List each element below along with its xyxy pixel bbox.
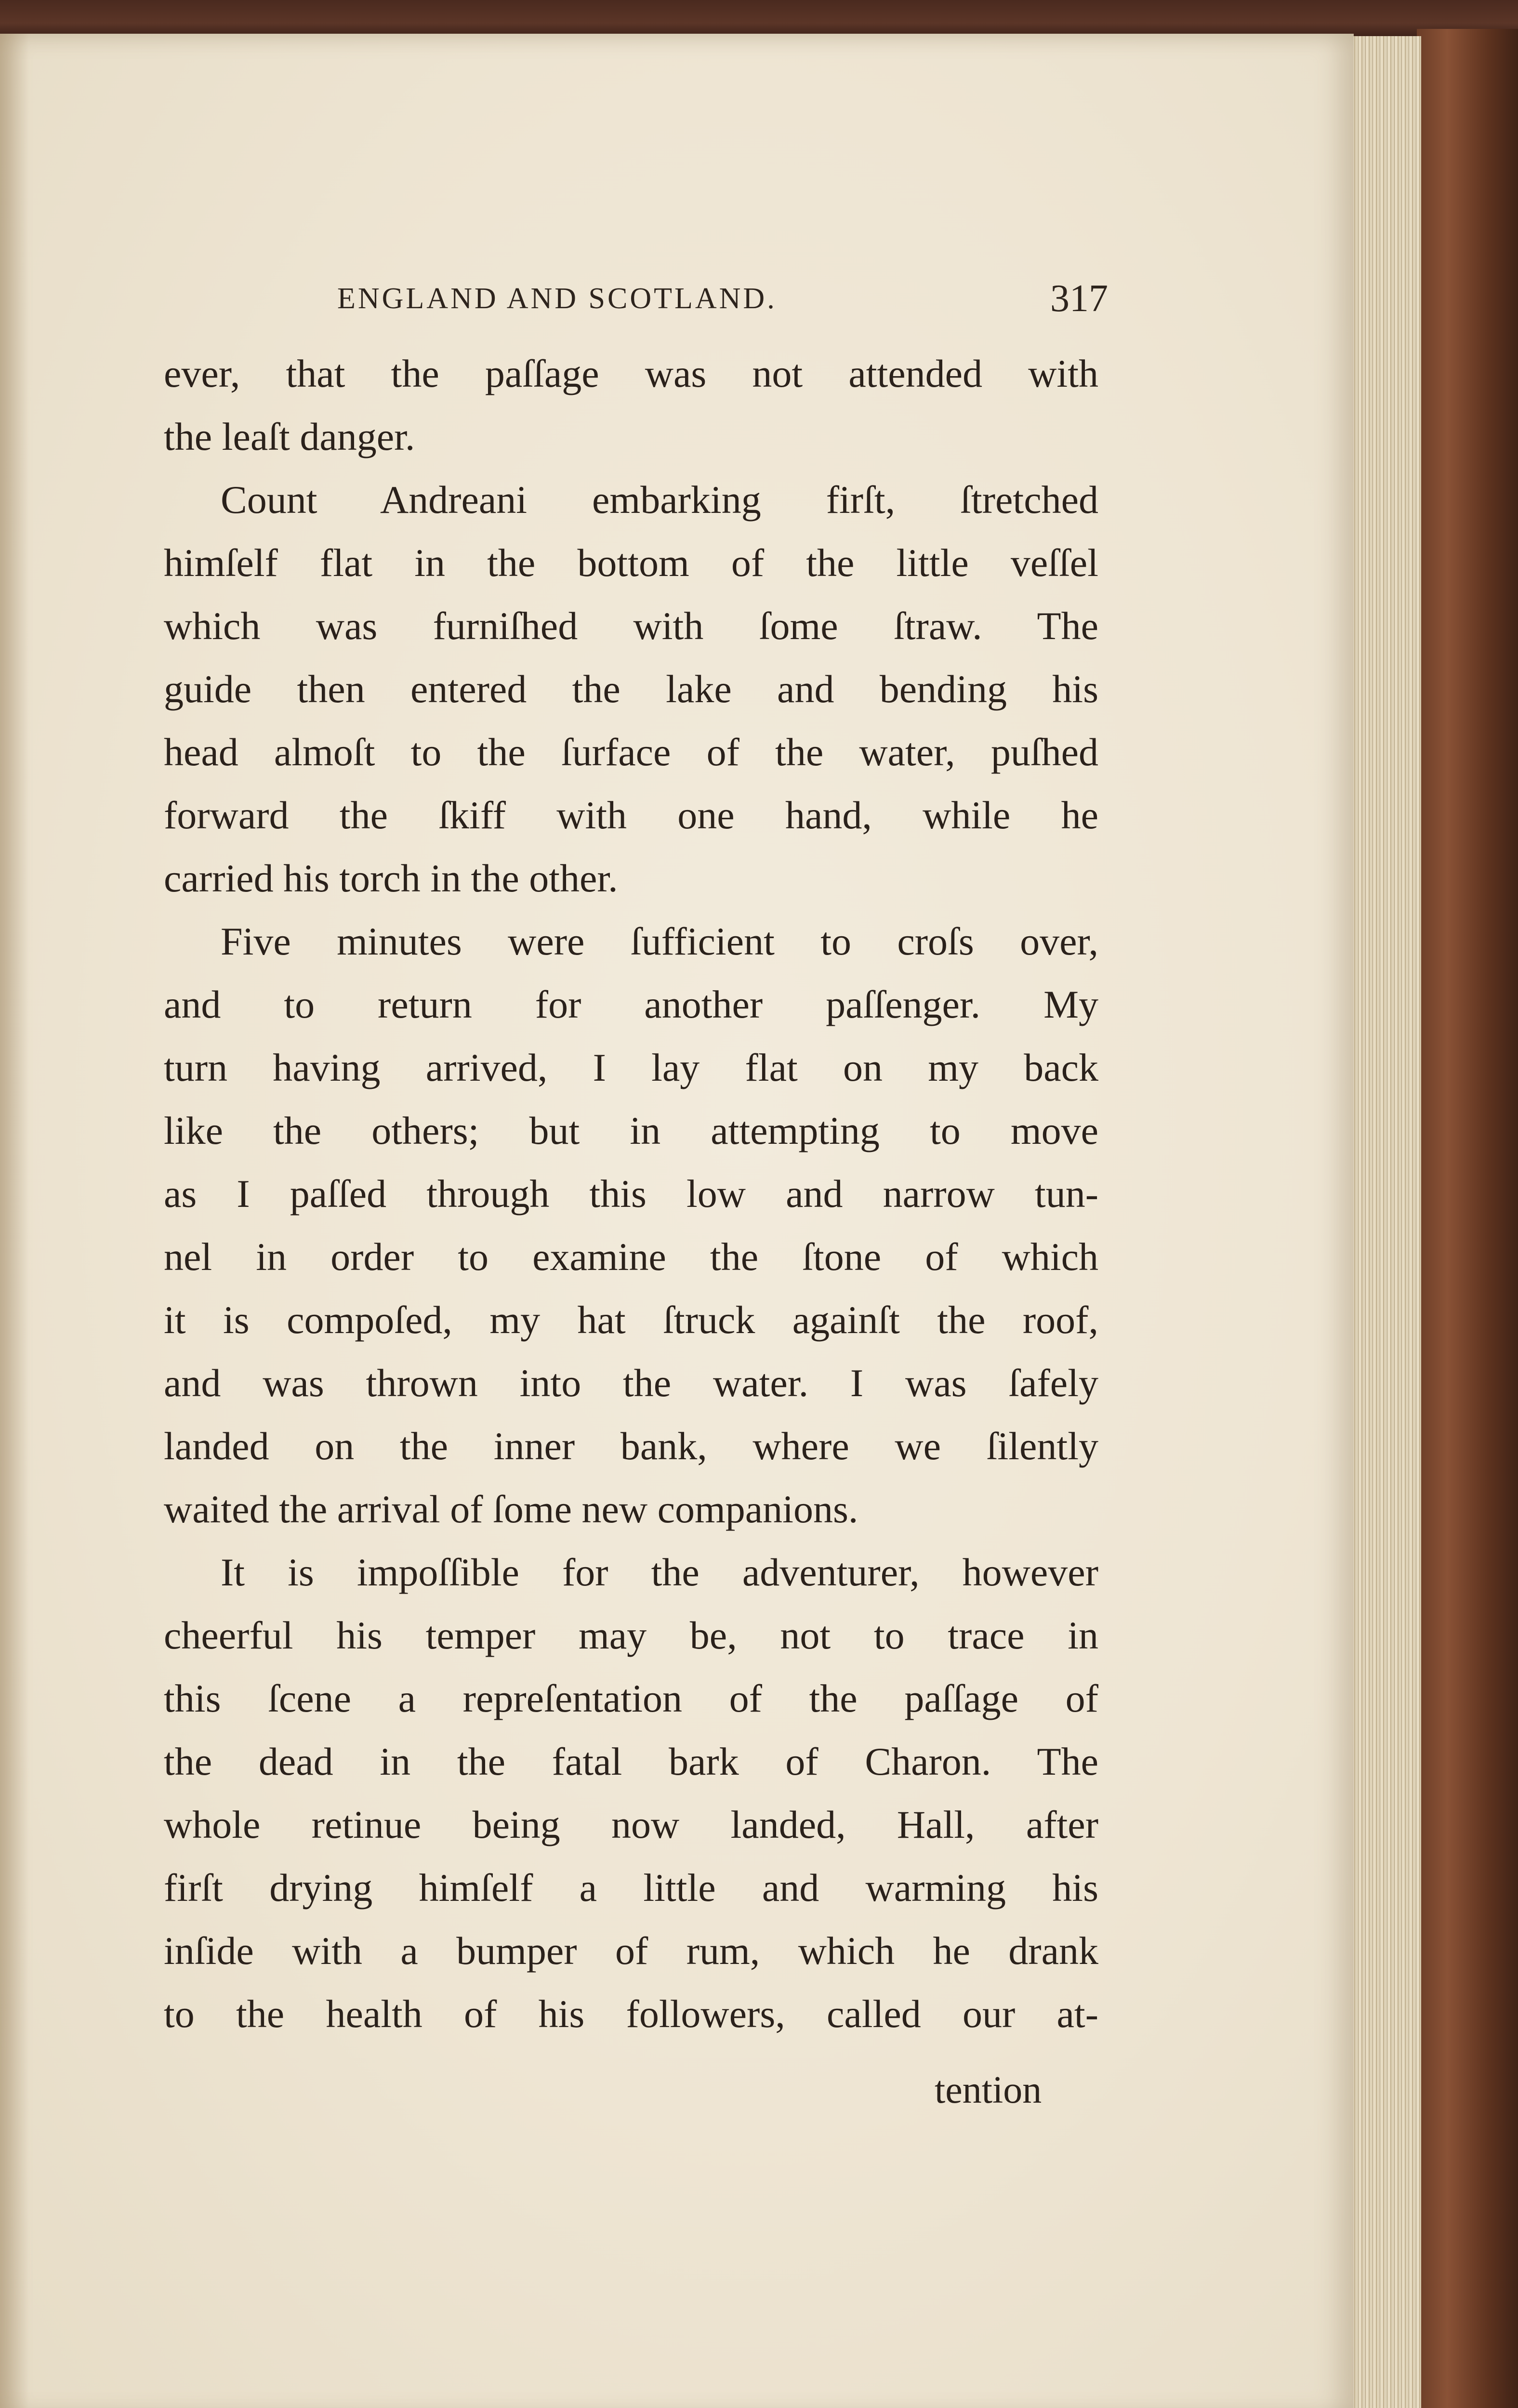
text-line: which was furniſhed with ſome ſtraw. The <box>164 604 1098 648</box>
running-head <box>337 272 1108 325</box>
text-line: cheerful his temper may be, not to trace in <box>164 1613 1098 1657</box>
page-number: 317 <box>1050 277 1108 320</box>
text-line: the leaſt danger. <box>164 415 415 458</box>
text-line: guide then entered the lake and bending his <box>164 667 1098 711</box>
text-line: to the health of his followers, called our at- <box>164 1992 1098 2036</box>
running-title: ENGLAND AND SCOTLAND. <box>337 282 777 315</box>
page-edges <box>1344 36 1421 2408</box>
text-line: landed on the inner bank, where we ſilently <box>164 1424 1098 1468</box>
text-line: Count Andreani embarking firſt, ſtretched <box>221 478 1098 522</box>
page-gutter <box>0 34 29 2408</box>
text-line: carried his torch in the other. <box>164 856 618 900</box>
text-line: It is impoſſible for the adventurer, however <box>221 1550 1098 1594</box>
text-line: forward the ſkiff with one hand, while he <box>164 793 1098 837</box>
text-line: ever, that the paſſage was not attended with <box>164 352 1098 395</box>
text-line: it is compoſed, my hat ſtruck againſt the roof, <box>164 1298 1098 1342</box>
text-line: Five minutes were ſufficient to croſs over, <box>221 919 1098 963</box>
text-line: as I paſſed through this low and narrow tun- <box>164 1172 1098 1216</box>
text-line: the dead in the fatal bark of Charon. The <box>164 1740 1098 1783</box>
text-line: firſt drying himſelf a little and warming his <box>164 1866 1098 1910</box>
text-line: and was thrown into the water. I was ſafely <box>164 1361 1098 1405</box>
text-line: waited the arrival of ſome new companions. <box>164 1487 858 1531</box>
text-line: and to return for another paſſenger. My <box>164 982 1098 1026</box>
book-binding <box>1417 29 1518 2408</box>
text-line: head almoſt to the ſurface of the water, puſhed <box>164 730 1098 774</box>
book-top-edge <box>0 0 1518 39</box>
text-line: like the others; but in attempting to move <box>164 1109 1098 1152</box>
text-line: nel in order to examine the ſtone of which <box>164 1235 1098 1279</box>
text-line: turn having arrived, I lay flat on my back <box>164 1046 1098 1089</box>
text-line: this ſcene a repreſentation of the paſſage of <box>164 1676 1098 1720</box>
text-line: himſelf flat in the bottom of the little veſſel <box>164 541 1098 585</box>
text-line: inſide with a bumper of rum, which he drank <box>164 1929 1098 1973</box>
body-text <box>164 342 1098 2045</box>
catchword: tention <box>935 2069 1042 2111</box>
text-line: whole retinue being now landed, Hall, after <box>164 1803 1098 1846</box>
